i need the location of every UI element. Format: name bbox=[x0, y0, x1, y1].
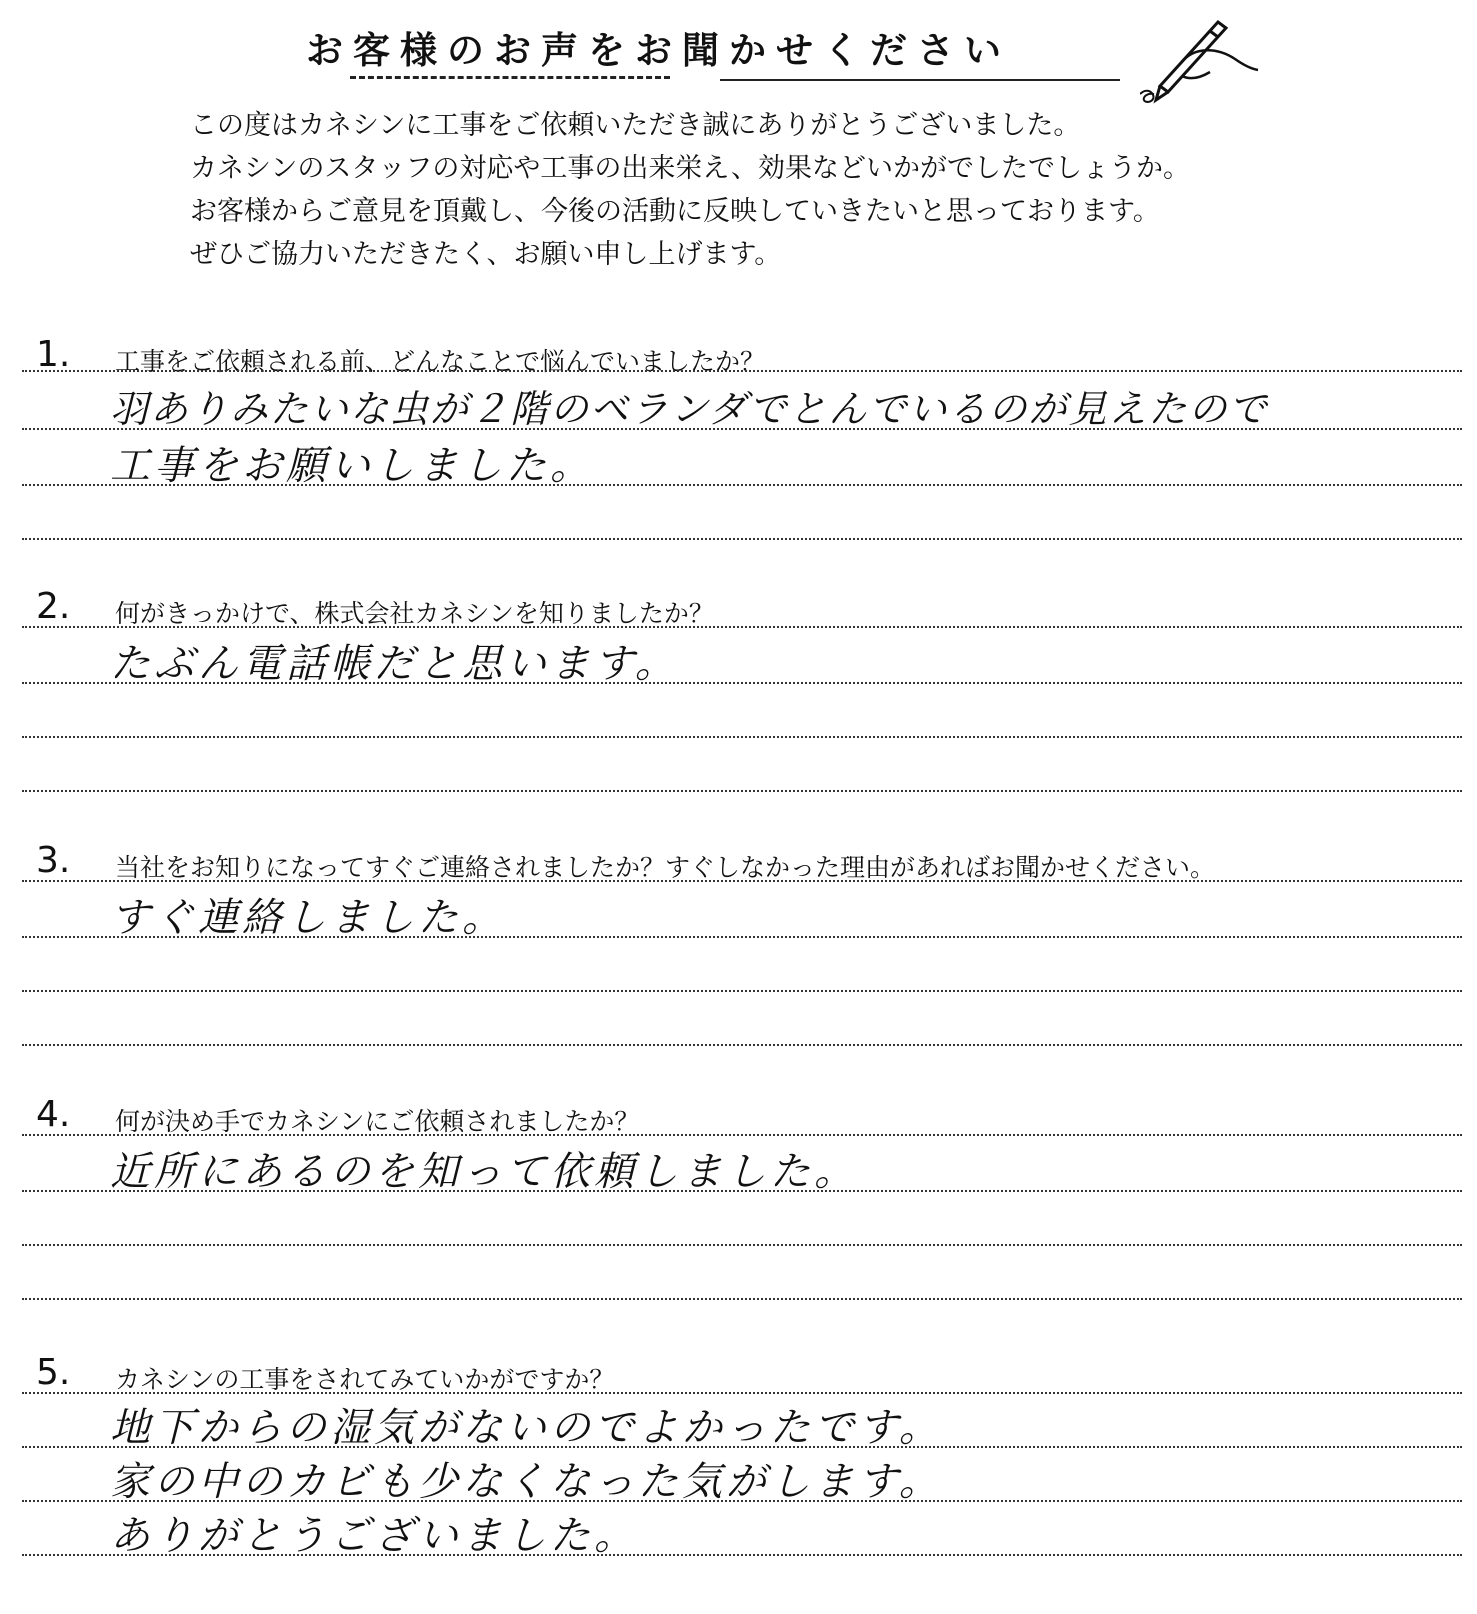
answer-rule bbox=[22, 1134, 1462, 1136]
answer-rule bbox=[22, 1244, 1462, 1246]
question-number: 5. bbox=[36, 1352, 71, 1393]
handwritten-answer: 家の中のカビも少なくなった気がします。 bbox=[110, 1459, 943, 1505]
answer-rule bbox=[22, 1500, 1462, 1502]
question-number: 2. bbox=[36, 586, 71, 627]
form-header bbox=[0, 14, 1477, 94]
intro-line: ぜひご協力いただきたく、お願い申し上げます。 bbox=[190, 239, 782, 270]
intro-text bbox=[190, 104, 1390, 276]
answer-rule bbox=[22, 936, 1462, 938]
answer-rule bbox=[22, 736, 1462, 738]
handwritten-answer: 近所にあるのを知って依頼しました。 bbox=[110, 1149, 858, 1195]
handwritten-answer: 地下からの湿気がないのでよかったです。 bbox=[110, 1405, 943, 1451]
answer-rule bbox=[22, 484, 1462, 486]
header-dashed-rule bbox=[350, 76, 670, 79]
answer-rule bbox=[22, 1044, 1462, 1046]
answer-rule bbox=[22, 1446, 1462, 1448]
answer-rule bbox=[22, 790, 1462, 792]
question-number: 1. bbox=[36, 334, 71, 375]
intro-line: カネシンのスタッフの対応や工事の出来栄え、効果などいかがでしたでしょうか。 bbox=[190, 153, 1190, 184]
question-text: 何が決め手でカネシンにご依頼されましたか？ bbox=[115, 1107, 640, 1136]
answer-rule bbox=[22, 1190, 1462, 1192]
question-number: 4. bbox=[36, 1094, 71, 1135]
handwritten-answer: ありがとうございました。 bbox=[110, 1513, 638, 1559]
pen-writing-icon bbox=[1140, 14, 1260, 104]
answer-rule bbox=[22, 1554, 1462, 1556]
question-text: 当社をお知りになってすぐご連絡されましたか？すぐしなかった理由があればお聞かせください。 bbox=[115, 853, 1216, 882]
question-text: カネシンの工事をされてみていかがですか？ bbox=[115, 1365, 615, 1394]
handwritten-answer: 工事をお願いしました。 bbox=[110, 443, 594, 489]
answer-rule bbox=[22, 538, 1462, 540]
header-solid-rule bbox=[720, 79, 1120, 81]
intro-line: お客様からご意見を頂戴し、今後の活動に反映していきたいと思っております。 bbox=[190, 196, 1160, 227]
answer-rule bbox=[22, 880, 1462, 882]
handwritten-answer: すぐ連絡しました。 bbox=[110, 895, 506, 941]
handwritten-answer: たぶん電話帳だと思います。 bbox=[110, 641, 679, 687]
answer-rule bbox=[22, 1298, 1462, 1300]
answer-rule bbox=[22, 1392, 1462, 1394]
answer-rule bbox=[22, 428, 1462, 430]
question-text: 何がきっかけで、株式会社カネシンを知りましたか？ bbox=[115, 599, 714, 628]
answer-rule bbox=[22, 990, 1462, 992]
form-title: お客様のお声をお聞かせください bbox=[306, 29, 1011, 72]
answer-rule bbox=[22, 626, 1462, 628]
answer-rule bbox=[22, 682, 1462, 684]
handwritten-answer: 羽ありみたいな虫が２階のベランダでとんでいるのが見えたので bbox=[110, 387, 1269, 431]
answer-rule bbox=[22, 370, 1462, 372]
intro-line: この度はカネシンに工事をご依頼いただき誠にありがとうございました。 bbox=[190, 110, 1081, 141]
question-text: 工事をご依頼される前、どんなことで悩んでいましたか？ bbox=[115, 347, 766, 376]
question-number: 3. bbox=[36, 840, 71, 881]
